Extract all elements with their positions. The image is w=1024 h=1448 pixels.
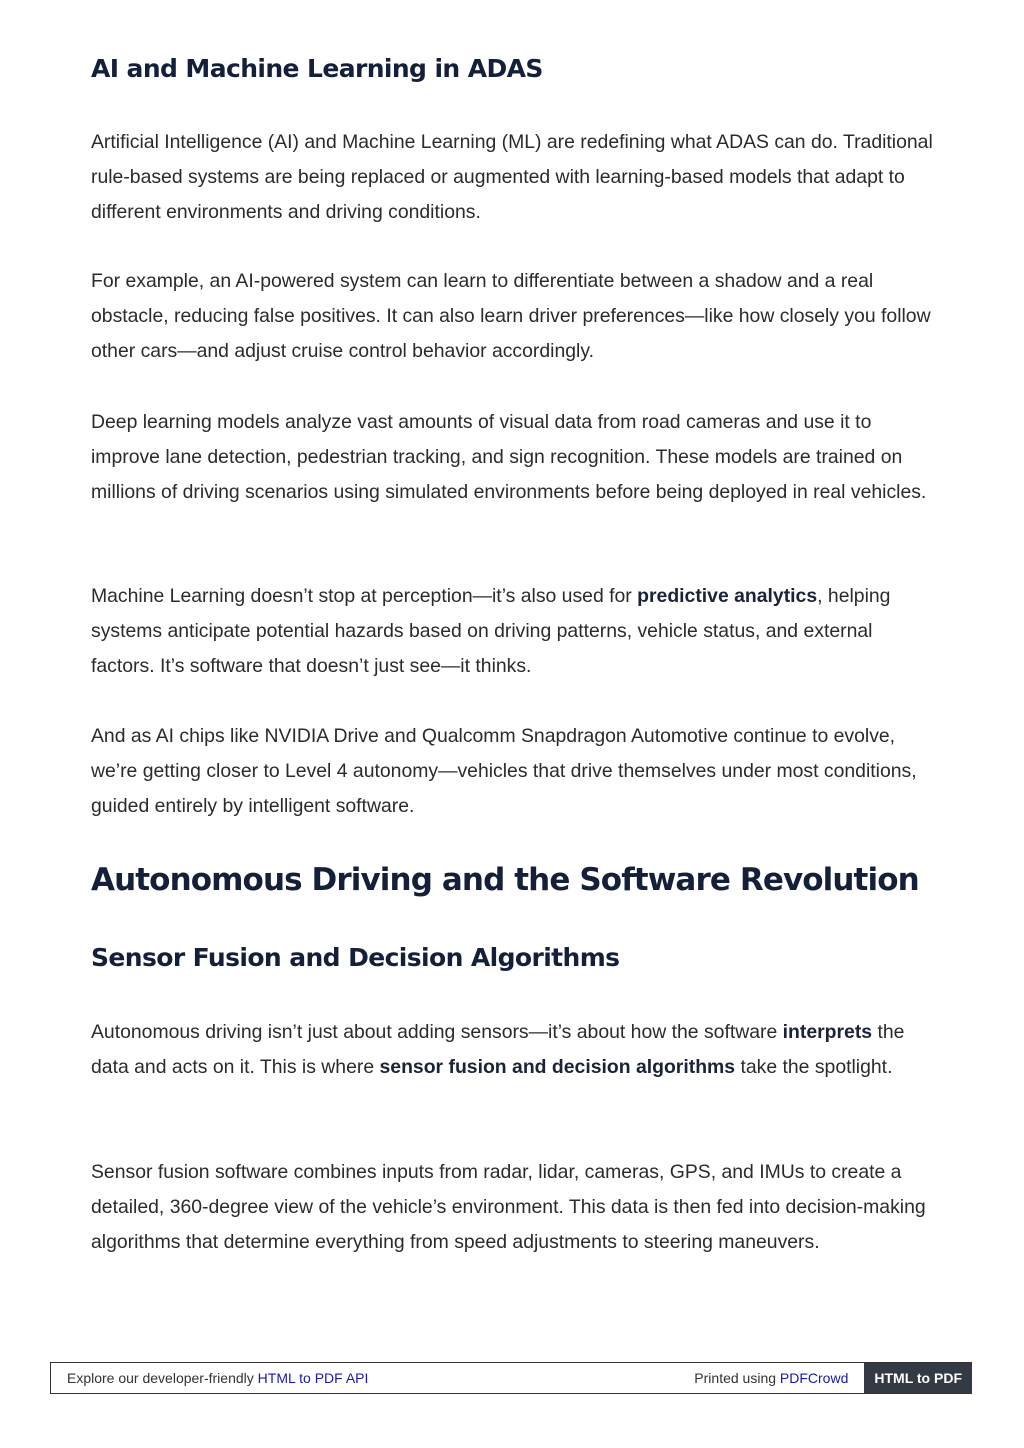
paragraph-sensor-fusion-details: Sensor fusion software combines inputs from radar, lidar, cameras, GPS, and IMUs to create a detailed, 360-degree view of the vehicle’s environment. This data is then fed into decision-making algorithms that determine everything from speed adjustments to steering maneuvers. <box>91 1161 926 1253</box>
pdf-footer-bar <box>50 1362 972 1394</box>
footer-printed-using: Printed using PDFCrowd <box>694 1370 849 1386</box>
pdfcrowd-link[interactable]: PDFCrowd <box>779 1370 849 1386</box>
paragraph-deep-learning: Deep learning models analyze vast amounts of visual data from road cameras and use it to improve lane detection, pedestrian tracking, and sign recognition. These models are trained on millions of driving scenarios using simulated environments before being deployed in real vehicles. <box>91 411 927 503</box>
bold-interprets: interprets <box>782 1021 873 1043</box>
paragraph-ai-example: For example, an AI-powered system can learn to differentiate between a shadow and a real obstacle, reducing false positives. It can also learn driver preferences—like how closely you follow other cars—and adjust cruise control behavior accordingly. <box>91 270 931 362</box>
section-heading-ai-ml: AI and Machine Learning in ADAS <box>91 54 543 83</box>
html-to-pdf-api-link[interactable]: HTML to PDF API <box>257 1370 369 1386</box>
subsection-heading-sensor-fusion: Sensor Fusion and Decision Algorithms <box>91 943 620 972</box>
bold-sensor-fusion: sensor fusion and decision algorithms <box>379 1055 736 1078</box>
paragraph-ai-intro: Artificial Intelligence (AI) and Machine Learning (ML) are redefining what ADAS can do. Traditional rule-based systems are being replaced or augmented with learning-based models that adapt to different environments and driving conditions. <box>91 131 933 223</box>
footer-explore: Explore our developer-friendly HTML to PDF API <box>67 1370 369 1386</box>
paragraph-sensor-intro: Autonomous driving isn’t just about adding sensors—it’s about how the software interprets the data and acts on it. This is where sensor fusion and decision algorithms take the spotlight. <box>91 1021 905 1078</box>
bold-predictive-analytics: predictive analytics <box>637 585 818 607</box>
section-heading-autonomous-driving: Autonomous Driving and the Software Revolution <box>91 862 919 898</box>
html-to-pdf-button[interactable]: HTML to PDF <box>864 1363 972 1393</box>
paragraph-ai-chips: And as AI chips like NVIDIA Drive and Qualcomm Snapdragon Automotive continue to evolve, we’re getting closer to Level 4 autonomy—vehicles that drive themselves under most conditions, guided entirely by intelligent software. <box>91 725 917 817</box>
paragraph-predictive-analytics: Machine Learning doesn’t stop at perception—it’s also used for predictive analytics, helping systems anticipate potential hazards based on driving patterns, vehicle status, and external factors. It’s software that doesn’t just see—it thinks. <box>91 585 891 677</box>
